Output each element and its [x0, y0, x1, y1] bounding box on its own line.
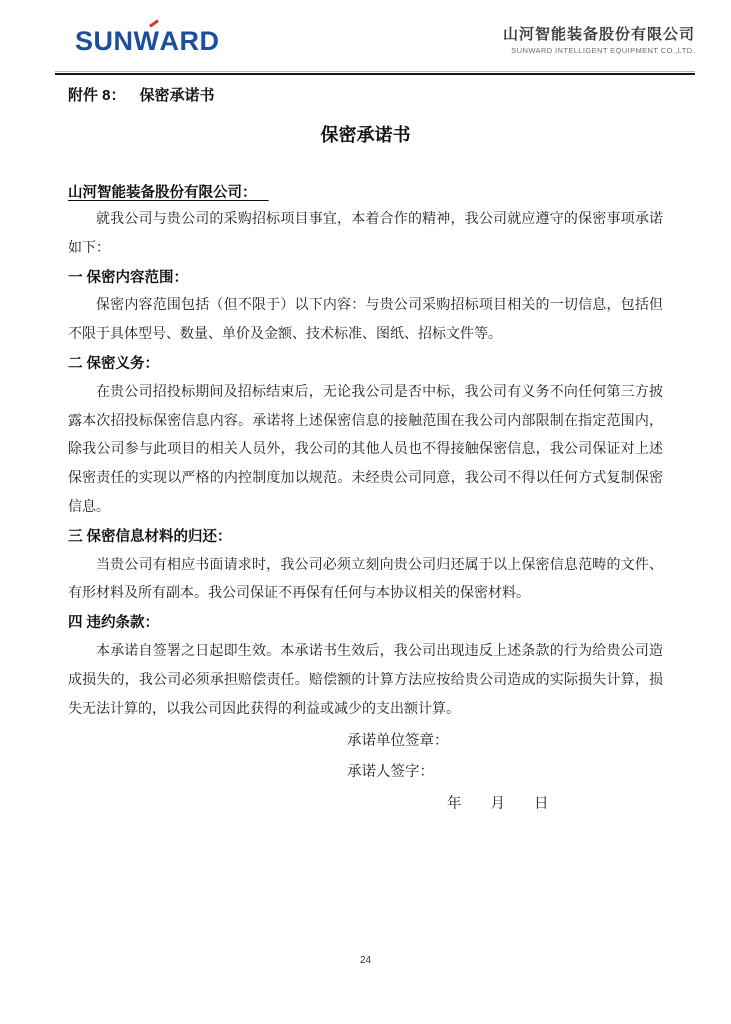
section-4 — [68, 609, 663, 724]
company-name-english: SUNWARD INTELLIGENT EQUIPMENT CO.,LTD. — [511, 46, 695, 55]
intro-paragraph: 就我公司与贵公司的采购招标项目事宜，本着合作的精神，我公司就应遵守的保密事项承诺如下： — [68, 212, 663, 256]
section-2 — [68, 350, 663, 523]
page-number: 24 — [359, 955, 372, 966]
section-4-heading: 四 违约条款： — [68, 615, 160, 632]
company-name-block — [503, 26, 695, 55]
signature-signer-label: 承诺人签字： — [347, 764, 434, 781]
section-1-heading: 一 保密内容范围： — [68, 269, 189, 286]
signature-unit-seal-label: 承诺单位签章： — [347, 733, 449, 750]
document-body — [68, 84, 663, 821]
section-3-heading: 三 保密信息材料的归还： — [68, 528, 232, 545]
section-3 — [68, 523, 663, 609]
section-1 — [68, 264, 663, 350]
section-2-paragraph: 在贵公司招投标期间及招标结束后，无论我公司是否中标，我公司有义务不向任何第三方披露本次招投标保密信息内容。承诺将上述保密信息的接触范围在我公司内部限制在指定范围内，除我公司参与此项目的相关人员外，我公司的其他人员也不得接触保密信息，我公司保证对上述保密责任的实现以严格的内控制度加以规范。未经贵公司同意，我公司不得以任何方式复制保密信息。 — [68, 384, 663, 515]
section-1-paragraph: 保密内容范围包括（但不限于）以下内容：与贵公司采购招标项目相关的一切信息，包括但不限于具体型号、数量、单价及金额、技术标准、图纸、招标文件等。 — [68, 298, 663, 343]
addressee-line: 山河智能装备股份有限公司： — [68, 185, 257, 201]
logo-text-ard: ARD — [159, 26, 220, 56]
header-divider — [55, 71, 695, 75]
signature-block — [347, 726, 663, 821]
attachment-label: 附件 8： — [68, 87, 126, 104]
sunward-logo — [55, 28, 220, 55]
signature-date-line: 年 月 日 — [447, 796, 549, 813]
page-header — [55, 26, 695, 55]
logo-text-w: W — [133, 26, 160, 56]
section-3-paragraph: 当贵公司有相应书面请求时，我公司必须立刻向贵公司归还属于以上保密信息范畴的文件、有形材料及所有副本。我公司保证不再保有任何与本协议相关的保密材料。 — [68, 557, 663, 602]
page-title: 保密承诺书 — [320, 125, 411, 145]
attachment-heading — [68, 84, 663, 105]
company-name-chinese: 山河智能装备股份有限公司 — [502, 26, 695, 43]
logo-text-sun: SUN — [75, 26, 134, 56]
section-4-paragraph: 本承诺自签署之日起即生效。本承诺书生效后，我公司出现违反上述条款的行为给贵公司造成损失的，我公司必须承担赔偿责任。赔偿额的计算方法应按给贵公司造成的实际损失计算，损失无法计算的，以我公司因此获得的利益或减少的支出额计算。 — [68, 643, 663, 717]
attachment-title: 保密承诺书 — [139, 87, 215, 104]
section-2-heading: 二 保密义务： — [68, 355, 160, 372]
